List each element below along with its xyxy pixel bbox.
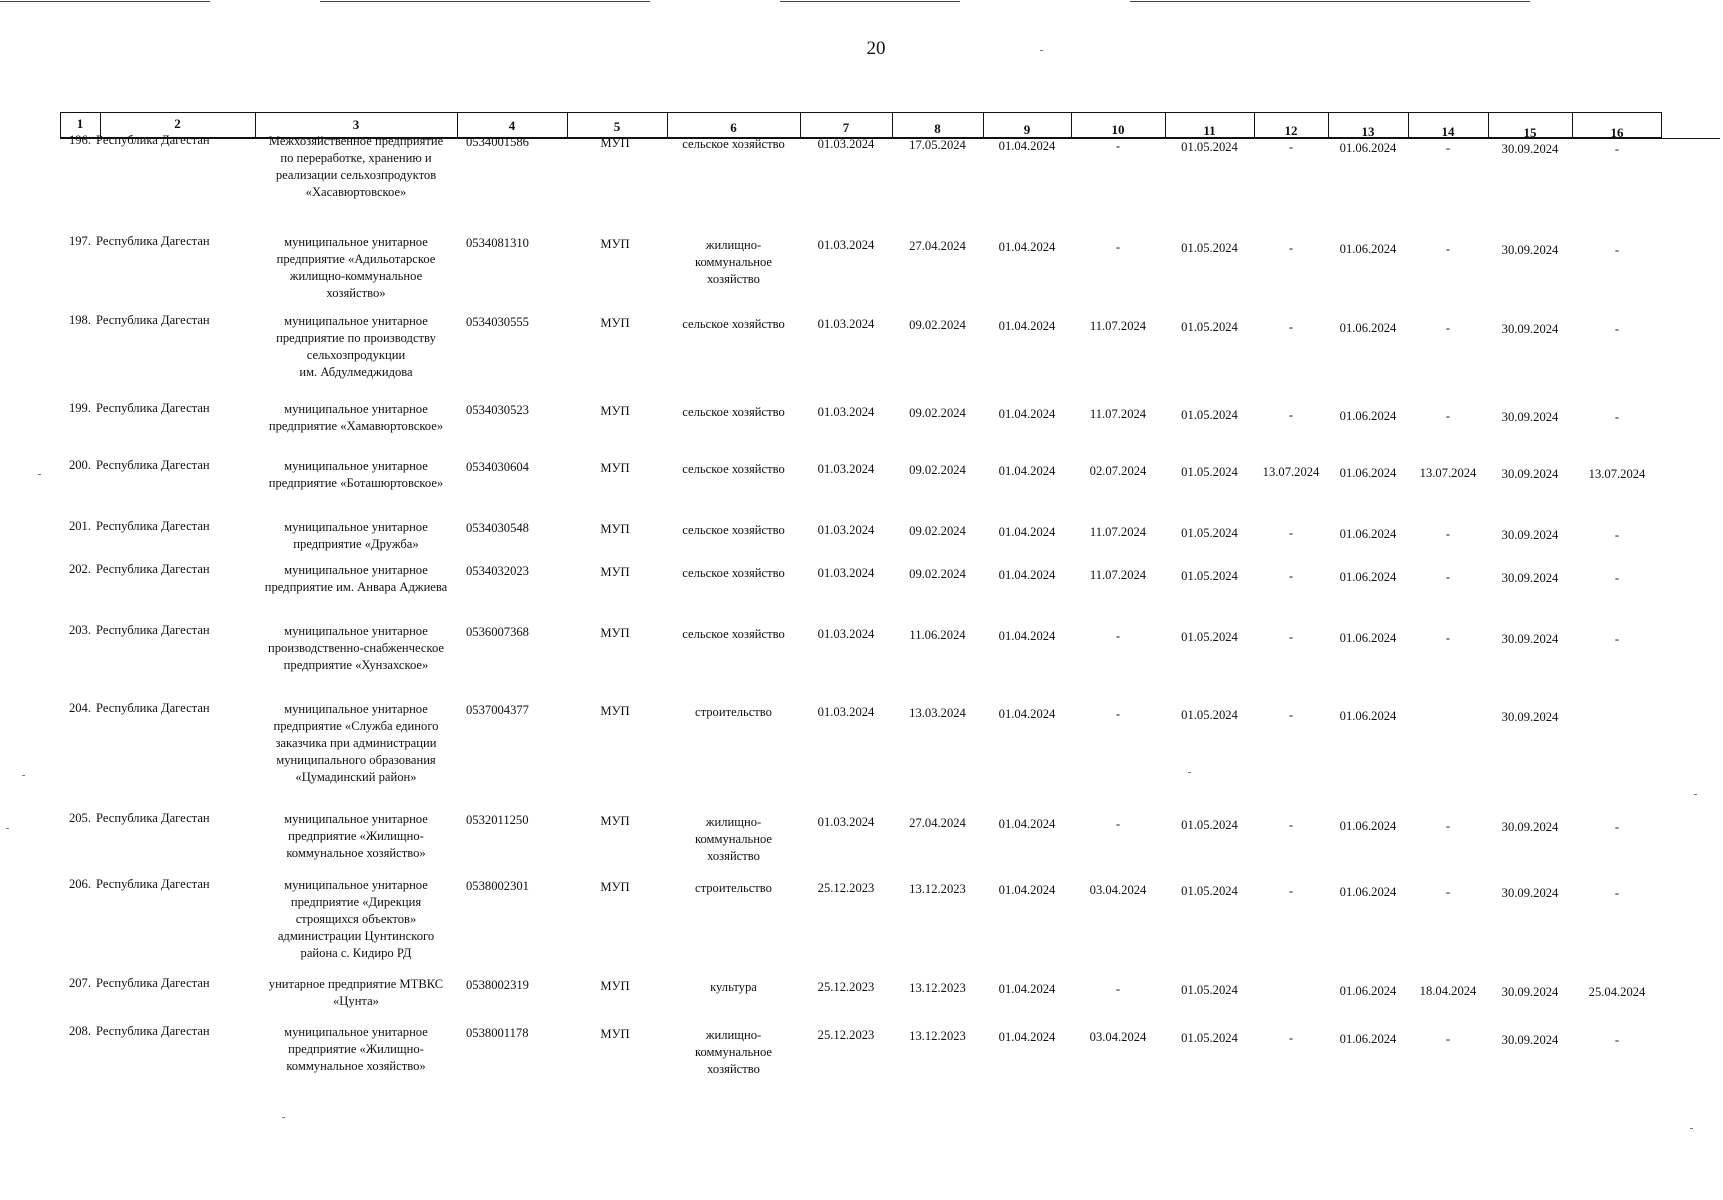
cell-c12: 13.07.2024: [1262, 465, 1320, 480]
cell-c11: 01.05.2024: [1181, 464, 1238, 479]
cell-c7: 01.03.2024: [817, 523, 875, 538]
cell-inn: 0534030523: [466, 403, 529, 418]
scan-speck: [1694, 794, 1697, 795]
cell-c10: 11.07.2024: [1089, 525, 1147, 540]
name-line: предприятие «Служба единого: [273, 719, 439, 734]
cell-inn: 0532011250: [466, 813, 529, 828]
cell-c15: 30.09.2024: [1501, 570, 1559, 585]
cell-c15: 30.09.2024: [1501, 819, 1559, 834]
cell-c10: 11.07.2024: [1089, 407, 1147, 422]
cell-type: МУП: [600, 237, 630, 252]
cell-c9: 01.04.2024: [998, 524, 1056, 539]
cell-inn: 0538002319: [466, 978, 529, 993]
branch-line: хозяйство: [707, 271, 760, 286]
cell-c9: 01.04.2024: [998, 628, 1056, 643]
name-line: муниципальное унитарное: [284, 520, 428, 535]
cell-c13: 01.06.2024: [1339, 241, 1397, 256]
cell-c8: 09.02.2024: [909, 566, 966, 581]
cell-type: МУП: [600, 136, 630, 151]
branch-line: сельское хозяйство: [682, 136, 785, 151]
cell-region: Республика Дагестан: [96, 313, 210, 328]
scan-speck: [38, 474, 41, 475]
cell-c7: 01.03.2024: [817, 566, 875, 581]
cell-no: 206.: [68, 876, 91, 891]
cell-c14: -: [1445, 242, 1451, 257]
cell-c9: 01.04.2024: [998, 1029, 1056, 1044]
branch-line: коммунальное: [694, 254, 773, 269]
cell-c8: 09.02.2024: [909, 523, 966, 538]
branch-line: сельское хозяйство: [682, 404, 785, 419]
name-line: предприятие «Адильотарское: [276, 252, 436, 267]
cell-c15: 30.09.2024: [1501, 709, 1559, 724]
name-line: предприятие «Жилищно-: [288, 829, 424, 844]
cell-region: Республика Дагестан: [96, 1024, 210, 1039]
name-line: муниципальное унитарное: [284, 402, 428, 417]
branch-line: жилищно-: [705, 1027, 762, 1042]
cell-no: 208.: [68, 1023, 91, 1038]
name-line: им. Абдулмеджидова: [299, 365, 413, 380]
name-line: предприятие «Дирекция: [290, 895, 422, 910]
branch-line: строительство: [695, 880, 772, 895]
name-line: предприятие «Дружба»: [293, 537, 419, 552]
cell-no: 203.: [68, 622, 91, 637]
cell-c8: 13.03.2024: [909, 705, 966, 720]
cell-c7: 01.03.2024: [817, 238, 875, 253]
cell-c12: -: [1288, 708, 1294, 723]
name-line: предприятие по производству: [276, 331, 436, 346]
cell-c13: 01.06.2024: [1339, 569, 1397, 584]
column-header-1: 1: [76, 116, 84, 131]
name-line: муниципального образования: [276, 753, 436, 768]
cell-region: Республика Дагестан: [96, 701, 210, 716]
cell-no: 200.: [68, 457, 91, 472]
cell-type: МУП: [600, 626, 630, 641]
branch-line: сельское хозяйство: [682, 316, 785, 331]
cell-region: Республика Дагестан: [96, 234, 210, 249]
cell-c16: -: [1614, 632, 1620, 647]
name-line: «Хасавюртовское»: [305, 185, 407, 200]
cell-c11: 01.05.2024: [1181, 817, 1238, 832]
cell-no: 201.: [68, 518, 91, 533]
cell-c13: 01.06.2024: [1339, 408, 1397, 423]
cell-c14: -: [1445, 141, 1451, 156]
cell-c8: 09.02.2024: [909, 405, 966, 420]
cell-c11: 01.05.2024: [1181, 240, 1238, 255]
cell-c7: 01.03.2024: [817, 462, 875, 477]
cell-c7: 01.03.2024: [817, 627, 875, 642]
cell-c10: 11.07.2024: [1089, 568, 1147, 583]
name-line: хозяйство»: [326, 286, 386, 301]
cell-c13: 01.06.2024: [1339, 884, 1397, 899]
scan-edge-line: [0, 1, 210, 2]
name-line: «Цунта»: [333, 994, 379, 1009]
name-line: сельхозпродукции: [306, 348, 406, 363]
cell-region: Республика Дагестан: [96, 623, 210, 638]
branch-line: коммунальное: [694, 831, 773, 846]
cell-inn: 0534081310: [466, 236, 529, 251]
cell-type: МУП: [600, 814, 630, 829]
cell-c11: 01.05.2024: [1181, 139, 1238, 154]
cell-c8: 17.05.2024: [909, 137, 966, 152]
cell-c16: 13.07.2024: [1588, 467, 1646, 482]
scan-edge-line: [320, 1, 650, 2]
cell-c12: -: [1288, 818, 1294, 833]
cell-c16: -: [1614, 571, 1620, 586]
cell-c10: -: [1115, 139, 1121, 154]
cell-c7: 01.03.2024: [817, 815, 875, 830]
cell-region: Республика Дагестан: [96, 401, 210, 416]
cell-region: Республика Дагестан: [96, 976, 210, 991]
cell-inn: 0534001586: [466, 135, 529, 150]
cell-c10: -: [1115, 240, 1121, 255]
cell-region: Республика Дагестан: [96, 133, 210, 148]
cell-c11: 01.05.2024: [1181, 883, 1238, 898]
name-line: муниципальное унитарное: [284, 702, 428, 717]
cell-c11: 01.05.2024: [1181, 982, 1238, 997]
cell-c8: 13.12.2023: [909, 881, 966, 896]
cell-c8: 09.02.2024: [909, 317, 966, 332]
cell-c16: -: [1614, 322, 1620, 337]
cell-c14: -: [1445, 819, 1451, 834]
cell-c11: 01.05.2024: [1181, 1030, 1238, 1045]
scan-speck: [1690, 1128, 1693, 1129]
name-line: унитарное предприятие МТВКС: [268, 977, 444, 992]
branch-line: жилищно-: [705, 237, 762, 252]
cell-c9: 01.04.2024: [998, 138, 1056, 153]
name-line: муниципальное унитарное: [284, 314, 428, 329]
cell-type: МУП: [600, 880, 630, 895]
cell-c8: 13.12.2023: [909, 1028, 966, 1043]
branch-line: жилищно-: [705, 814, 762, 829]
cell-type: МУП: [600, 316, 630, 331]
cell-c15: 30.09.2024: [1501, 631, 1559, 646]
cell-c16: -: [1614, 886, 1620, 901]
page-number: 20: [866, 38, 886, 59]
cell-c7: 25.12.2023: [817, 1028, 875, 1043]
scan-speck: [22, 775, 25, 776]
cell-c14: -: [1445, 527, 1451, 542]
name-line: реализации сельхозпродуктов: [275, 168, 437, 183]
cell-c10: 03.04.2024: [1089, 883, 1147, 898]
cell-c10: -: [1115, 817, 1121, 832]
cell-c7: 25.12.2023: [817, 980, 875, 995]
cell-c10: 02.07.2024: [1089, 464, 1147, 479]
cell-c15: 30.09.2024: [1501, 409, 1559, 424]
cell-c9: 01.04.2024: [998, 463, 1056, 478]
cell-c14: 18.04.2024: [1419, 984, 1477, 999]
cell-c8: 13.12.2023: [909, 980, 966, 995]
cell-c11: 01.05.2024: [1181, 707, 1238, 722]
column-header-14: 14: [1441, 124, 1455, 140]
cell-c11: 01.05.2024: [1181, 407, 1238, 422]
cell-c14: -: [1445, 409, 1451, 424]
name-line: муниципальное унитарное: [284, 459, 428, 474]
name-line: коммунальное хозяйство»: [286, 846, 426, 861]
cell-inn: 0538001178: [466, 1026, 529, 1041]
cell-c15: 30.09.2024: [1501, 242, 1559, 257]
cell-c7: 01.03.2024: [817, 317, 875, 332]
cell-c15: 30.09.2024: [1501, 141, 1559, 156]
cell-c9: 01.04.2024: [998, 318, 1056, 333]
cell-c14: 13.07.2024: [1419, 466, 1477, 481]
cell-c15: 30.09.2024: [1501, 321, 1559, 336]
cell-region: Республика Дагестан: [96, 519, 210, 534]
cell-c16: -: [1614, 410, 1620, 425]
cell-region: Республика Дагестан: [96, 458, 210, 473]
column-header-6: 6: [730, 119, 737, 135]
column-header-7: 7: [842, 120, 850, 136]
cell-inn: 0534030604: [466, 460, 529, 475]
cell-c9: 01.04.2024: [998, 981, 1056, 996]
cell-c14: -: [1445, 321, 1451, 336]
cell-inn: 0536007368: [466, 625, 529, 640]
cell-c9: 01.04.2024: [998, 567, 1056, 582]
cell-c9: 01.04.2024: [998, 406, 1056, 421]
cell-c8: 09.02.2024: [909, 462, 966, 477]
cell-c11: 01.05.2024: [1181, 525, 1238, 540]
cell-no: 199.: [68, 400, 91, 415]
cell-c15: 30.09.2024: [1501, 885, 1559, 900]
cell-c13: 01.06.2024: [1339, 1031, 1397, 1046]
cell-c12: -: [1288, 569, 1294, 584]
cell-c14: -: [1445, 1032, 1451, 1047]
cell-c13: 01.06.2024: [1339, 818, 1397, 833]
cell-no: 197.: [68, 233, 91, 248]
cell-c10: -: [1115, 982, 1121, 997]
cell-c14: -: [1445, 631, 1451, 646]
scan-speck: [1040, 50, 1043, 51]
branch-line: строительство: [695, 704, 772, 719]
column-header-16: 16: [1610, 125, 1624, 141]
cell-c13: 01.06.2024: [1339, 708, 1397, 723]
cell-c11: 01.05.2024: [1181, 319, 1238, 334]
cell-type: МУП: [600, 1027, 630, 1042]
cell-no: 196.: [68, 132, 91, 147]
cell-c14: -: [1445, 570, 1451, 585]
name-line: муниципальное унитарное: [284, 878, 428, 893]
cell-inn: 0537004377: [466, 703, 529, 718]
column-header-15: 15: [1523, 124, 1537, 140]
cell-c12: -: [1288, 1031, 1294, 1046]
name-line: жилищно-коммунальное: [289, 269, 423, 284]
cell-c16: 25.04.2024: [1588, 985, 1646, 1000]
name-line: муниципальное унитарное: [284, 624, 428, 639]
cell-c10: 03.04.2024: [1089, 1030, 1147, 1045]
name-line: коммунальное хозяйство»: [286, 1059, 426, 1074]
cell-type: МУП: [600, 979, 630, 994]
cell-c16: -: [1614, 820, 1620, 835]
cell-no: 207.: [68, 975, 91, 990]
cell-type: МУП: [600, 461, 630, 476]
column-header-11: 11: [1203, 122, 1216, 138]
cell-c15: 30.09.2024: [1501, 466, 1559, 481]
cell-c13: 01.06.2024: [1339, 140, 1397, 155]
name-line: района с. Кидиро РД: [300, 946, 412, 961]
cell-c13: 01.06.2024: [1339, 465, 1397, 480]
name-line: строящихся объектов»: [295, 912, 417, 927]
name-line: заказчика при администрации: [275, 736, 437, 751]
scan-speck: [6, 828, 9, 829]
column-header-8: 8: [934, 120, 941, 136]
branch-line: сельское хозяйство: [682, 626, 785, 641]
cell-type: МУП: [600, 404, 630, 419]
cell-no: 204.: [68, 700, 91, 715]
scan-speck: [1188, 772, 1191, 773]
cell-c9: 01.04.2024: [998, 816, 1056, 831]
cell-c9: 01.04.2024: [998, 239, 1056, 254]
cell-c13: 01.06.2024: [1339, 983, 1397, 998]
branch-line: хозяйство: [707, 1061, 760, 1076]
name-line: администрации Цунтинского: [277, 929, 435, 944]
branch-line: сельское хозяйство: [682, 522, 785, 537]
name-line: муниципальное унитарное: [284, 563, 428, 578]
column-header-10: 10: [1111, 122, 1125, 138]
name-line: муниципальное унитарное: [284, 812, 428, 827]
cell-c11: 01.05.2024: [1181, 629, 1238, 644]
cell-region: Республика Дагестан: [96, 877, 210, 892]
branch-line: сельское хозяйство: [682, 565, 785, 580]
name-line: предприятие «Хунзахское»: [283, 658, 429, 673]
name-line: предприятие «Жилищно-: [288, 1042, 424, 1057]
cell-inn: 0534032023: [466, 564, 529, 579]
name-line: «Цумадинский район»: [295, 770, 417, 785]
cell-c7: 01.03.2024: [817, 405, 875, 420]
cell-c8: 11.06.2024: [909, 627, 966, 642]
cell-type: МУП: [600, 565, 630, 580]
cell-c10: -: [1115, 707, 1121, 722]
cell-no: 198.: [68, 312, 91, 327]
column-header-2: 2: [174, 116, 181, 132]
cell-c12: -: [1288, 408, 1294, 423]
cell-c15: 30.09.2024: [1501, 984, 1559, 999]
branch-line: культура: [710, 979, 757, 994]
scan-edge-line: [780, 1, 960, 2]
cell-inn: 0538002301: [466, 879, 529, 894]
name-line: предприятие «Боташюртовское»: [268, 476, 444, 491]
column-header-9: 9: [1023, 121, 1031, 137]
cell-c8: 27.04.2024: [909, 815, 966, 830]
cell-c15: 30.09.2024: [1501, 527, 1559, 542]
cell-c16: -: [1614, 142, 1620, 157]
column-header-13: 13: [1361, 123, 1375, 139]
name-line: по переработке, хранению и: [280, 151, 432, 166]
cell-c13: 01.06.2024: [1339, 630, 1397, 645]
cell-c7: 01.03.2024: [817, 137, 875, 152]
name-line: производственно-снабженческое: [268, 641, 444, 656]
column-header-4: 4: [508, 118, 516, 134]
cell-c7: 01.03.2024: [817, 705, 875, 720]
cell-inn: 0534030548: [466, 521, 529, 536]
cell-c16: -: [1614, 1033, 1620, 1048]
cell-c13: 01.06.2024: [1339, 320, 1397, 335]
cell-no: 205.: [68, 810, 91, 825]
cell-c12: -: [1288, 140, 1294, 155]
cell-c10: 11.07.2024: [1089, 319, 1147, 334]
cell-c16: -: [1614, 243, 1620, 258]
column-header-3: 3: [352, 117, 360, 133]
cell-c13: 01.06.2024: [1339, 526, 1397, 541]
branch-line: коммунальное: [694, 1044, 773, 1059]
cell-c16: -: [1614, 528, 1620, 543]
cell-c12: -: [1288, 884, 1294, 899]
cell-no: 202.: [68, 561, 91, 576]
cell-c12: -: [1288, 241, 1294, 256]
cell-c15: 30.09.2024: [1501, 1032, 1559, 1047]
cell-c11: 01.05.2024: [1181, 568, 1238, 583]
name-line: предприятие «Хамавюртовское»: [268, 419, 444, 434]
column-header-5: 5: [613, 119, 621, 135]
cell-c7: 25.12.2023: [817, 881, 875, 896]
name-line: муниципальное унитарное: [284, 1025, 428, 1040]
cell-c12: -: [1288, 526, 1294, 541]
branch-line: сельское хозяйство: [682, 461, 785, 476]
scan-speck: [282, 1117, 285, 1118]
cell-c12: -: [1288, 320, 1294, 335]
cell-c12: -: [1288, 630, 1294, 645]
cell-c9: 01.04.2024: [998, 882, 1056, 897]
name-line: муниципальное унитарное: [284, 235, 428, 250]
cell-c10: -: [1115, 629, 1121, 644]
cell-c14: -: [1445, 885, 1451, 900]
column-header-12: 12: [1284, 123, 1298, 139]
cell-type: МУП: [600, 522, 630, 537]
cell-region: Республика Дагестан: [96, 562, 210, 577]
cell-type: МУП: [600, 704, 630, 719]
name-line: предприятие им. Анвара Аджиева: [264, 580, 448, 595]
cell-region: Республика Дагестан: [96, 811, 210, 826]
scan-edge-line: [1130, 1, 1530, 2]
cell-c9: 01.04.2024: [998, 706, 1056, 721]
cell-inn: 0534030555: [466, 315, 529, 330]
branch-line: хозяйство: [707, 848, 760, 863]
name-line: Межхозяйственное предприятие: [268, 134, 444, 149]
cell-c8: 27.04.2024: [909, 238, 966, 253]
